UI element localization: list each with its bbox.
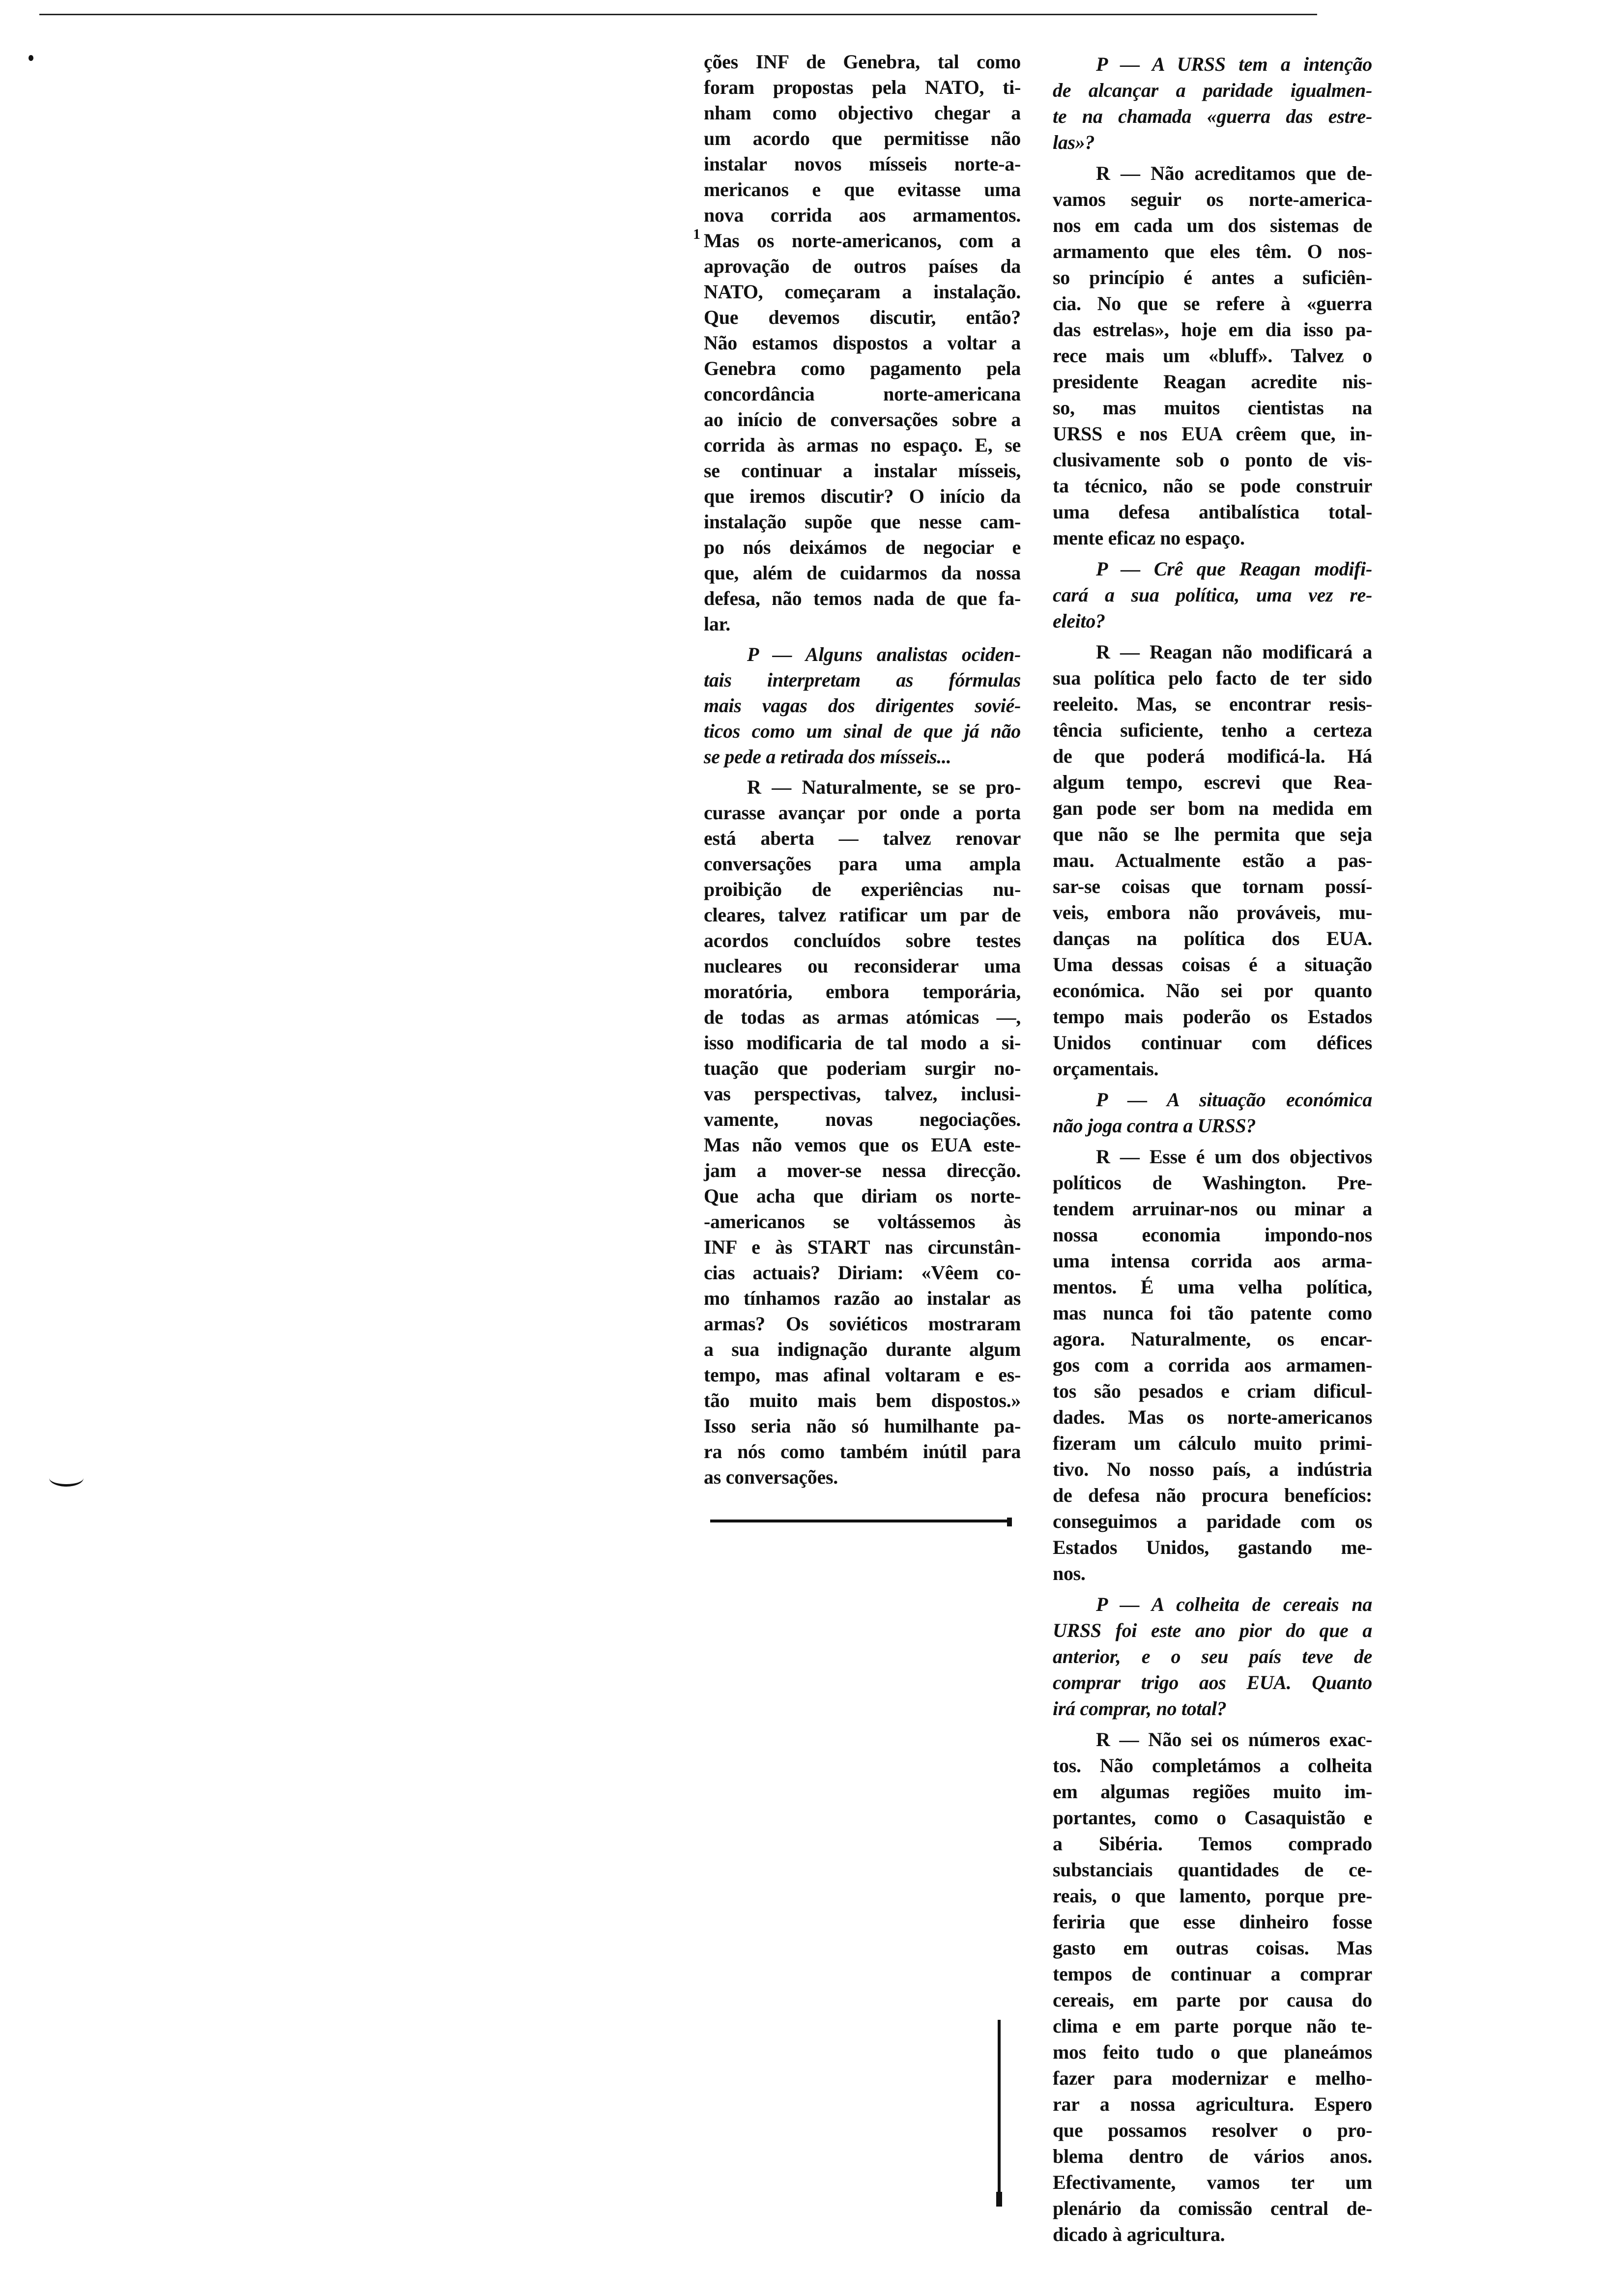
text-line: instalação supõe que nesse cam- <box>704 511 1021 533</box>
text-line: tivo. No nosso país, a indústria <box>1053 1458 1372 1480</box>
text-line: URSS e nos EUA crêem que, in- <box>1053 423 1372 445</box>
text-line: R — Reagan não modificará a <box>1096 641 1372 663</box>
text-line: INF e às START nas circunstân- <box>704 1236 1021 1258</box>
text-line: NATO, começaram a instalação. <box>704 281 1021 303</box>
text-line: tempos de continuar a comprar <box>1053 1963 1372 1985</box>
text-line: Que devemos discutir, então? <box>704 306 1021 328</box>
text-line: vamos seguir os norte-america- <box>1053 188 1372 210</box>
text-line: portantes, como o Casaquistão e <box>1053 1807 1372 1829</box>
question-paragraph <box>1053 51 1372 155</box>
text-line: gasto em outras coisas. Mas <box>1053 1937 1372 1959</box>
text-line: R — Não sei os números exac- <box>1096 1728 1372 1751</box>
text-line: foram propostas pela NATO, ti- <box>704 76 1021 98</box>
text-line: armamento que eles têm. O nos- <box>1053 240 1372 262</box>
text-line: anterior, e o seu país teve de <box>1053 1645 1372 1667</box>
text-line: P — Crê que Reagan modifi- <box>1096 558 1372 580</box>
text-line: mentos. É uma velha política, <box>1053 1276 1372 1298</box>
text-line: fazer para modernizar e melho- <box>1053 2067 1372 2089</box>
text-line: URSS foi este ano pior do que a <box>1053 1619 1372 1641</box>
text-line: de todas as armas atómicas —, <box>704 1006 1021 1028</box>
column-divider-bar <box>998 2020 1001 2207</box>
text-line: tempo, mas afinal voltaram e es- <box>704 1364 1021 1386</box>
text-line: ções INF de Genebra, tal como <box>704 51 1021 73</box>
text-line: nossa economia impondo-nos <box>1053 1224 1372 1246</box>
scan-speck <box>29 55 33 61</box>
text-line: nova corrida aos armamentos. <box>704 204 1021 226</box>
margin-mark: 1 <box>693 226 700 242</box>
text-line: P — A URSS tem a intenção <box>1096 53 1372 75</box>
text-line: cará a sua política, uma vez re- <box>1053 584 1372 606</box>
text-line: ticos como um sinal de que já não <box>704 720 1021 742</box>
text-line: conseguimos a paridade com os <box>1053 1510 1372 1532</box>
text-line: sua política pelo facto de ter sido <box>1053 667 1372 689</box>
text-line: P — A colheita de cereais na <box>1096 1593 1372 1615</box>
text-line: está aberta — talvez renovar <box>704 827 1021 849</box>
text-line: tos. Não completámos a colheita <box>1053 1754 1372 1777</box>
answer-paragraph <box>704 49 1021 637</box>
text-line: a sua indignação durante algum <box>704 1338 1021 1360</box>
text-line: orçamentais. <box>1053 1058 1159 1080</box>
text-line: Que acha que diriam os norte- <box>704 1185 1021 1207</box>
text-line: não joga contra a URSS? <box>1053 1115 1256 1137</box>
scan-mark <box>49 1469 84 1487</box>
text-line: vamente, novas negociações. <box>704 1108 1021 1130</box>
text-line: que não se lhe permita que seja <box>1053 823 1372 845</box>
text-line: eleito? <box>1053 610 1105 632</box>
text-line: defesa, não temos nada de que fa- <box>704 587 1021 609</box>
text-line: clima e em parte porque não te- <box>1053 2015 1372 2037</box>
text-line: se continuar a instalar mísseis, <box>704 459 1021 482</box>
text-line: veis, embora não prováveis, mu- <box>1053 901 1372 923</box>
text-line: uma defesa antibalística total- <box>1053 501 1372 523</box>
text-line: Uma dessas coisas é a situação <box>1053 953 1372 976</box>
text-line: de defesa não procura benefícios: <box>1053 1484 1372 1506</box>
text-line: Mas os norte-americanos, com a <box>704 230 1021 252</box>
text-line: rar a nossa agricultura. Espero <box>1053 2093 1372 2115</box>
text-line: de alcançar a paridade igualmen- <box>1053 79 1372 101</box>
text-line: R — Naturalmente, se se pro- <box>747 776 1021 798</box>
answer-paragraph <box>1053 639 1372 1082</box>
text-line: reeleito. Mas, se encontrar resis- <box>1053 693 1372 715</box>
text-line: gan pode ser bom na medida em <box>1053 797 1372 819</box>
text-line: te na chamada «guerra das estre- <box>1053 105 1372 127</box>
text-line: gos com a corrida aos armamen- <box>1053 1354 1372 1376</box>
text-line: lar. <box>704 613 730 635</box>
text-line: dades. Mas os norte-americanos <box>1053 1406 1372 1428</box>
text-line: mo tínhamos razão ao instalar as <box>704 1287 1021 1309</box>
text-line: concordância norte-americana <box>704 383 1021 405</box>
text-line: que, além de cuidarmos da nossa <box>704 562 1021 584</box>
text-line: uma intensa corrida aos arma- <box>1053 1250 1372 1272</box>
text-line: nos. <box>1053 1562 1086 1584</box>
top-rule <box>39 14 1317 15</box>
text-line: económica. Não sei por quanto <box>1053 979 1372 1002</box>
text-line: tendem arruinar-nos ou minar a <box>1053 1198 1372 1220</box>
text-line: jam a mover-se nessa direcção. <box>704 1159 1021 1181</box>
text-line: po nós deixámos de negociar e <box>704 536 1021 558</box>
text-line: ra nós como também inútil para <box>704 1440 1021 1463</box>
text-line: Efectivamente, vamos ter um <box>1053 2171 1372 2193</box>
text-line: so, mas muitos cientistas na <box>1053 397 1372 419</box>
text-line: nham como objectivo chegar a <box>704 102 1021 124</box>
text-line: cereais, em parte por causa do <box>1053 1989 1372 2011</box>
text-line: mericanos e que evitasse uma <box>704 178 1021 201</box>
text-line: substanciais quantidades de ce- <box>1053 1859 1372 1881</box>
text-line: das estrelas», hoje em dia isso pa- <box>1053 318 1372 341</box>
text-line: conversações para uma ampla <box>704 853 1021 875</box>
text-line: curasse avançar por onde a porta <box>704 802 1021 824</box>
text-line: dicado à agricultura. <box>1053 2223 1225 2245</box>
question-paragraph <box>704 642 1021 770</box>
text-line: sar-se coisas que tornam possí- <box>1053 875 1372 897</box>
text-line: cleares, talvez ratificar um par de <box>704 904 1021 926</box>
text-line: algum tempo, escrevi que Rea- <box>1053 771 1372 793</box>
text-line: moratória, embora temporária, <box>704 980 1021 1003</box>
text-line: -americanos se voltássemos às <box>704 1210 1021 1233</box>
text-line: mente eficaz no espaço. <box>1053 527 1245 549</box>
article-column-left <box>704 49 1021 1495</box>
text-line: em algumas regiões muito im- <box>1053 1780 1372 1803</box>
text-line: as conversações. <box>704 1466 838 1488</box>
text-line: danças na política dos EUA. <box>1053 927 1372 949</box>
answer-paragraph <box>1053 1144 1372 1586</box>
text-line: las»? <box>1053 131 1095 153</box>
question-paragraph <box>1053 1087 1372 1139</box>
text-line: mau. Actualmente estão a pas- <box>1053 849 1372 871</box>
answer-paragraph <box>704 775 1021 1490</box>
text-line: rece mais um «bluff». Talvez o <box>1053 344 1372 367</box>
column-end-rule <box>710 1520 1010 1522</box>
text-line: R — Esse é um dos objectivos <box>1096 1146 1372 1168</box>
text-line: feriria que esse dinheiro fosse <box>1053 1911 1372 1933</box>
text-line: que iremos discutir? O início da <box>704 485 1021 507</box>
text-line: isso modificaria de tal modo a si- <box>704 1032 1021 1054</box>
text-line: irá comprar, no total? <box>1053 1697 1227 1720</box>
question-paragraph <box>1053 1591 1372 1722</box>
text-line: tais interpretam as fórmulas <box>704 669 1021 691</box>
text-line: mais vagas dos dirigentes sovié- <box>704 694 1021 717</box>
text-line: nucleares ou reconsiderar uma <box>704 955 1021 977</box>
text-line: comprar trigo aos EUA. Quanto <box>1053 1671 1372 1693</box>
text-line: tos são pesados e criam dificul- <box>1053 1380 1372 1402</box>
text-line: tão muito mais bem dispostos.» <box>704 1389 1021 1411</box>
text-line: vas perspectivas, talvez, inclusi- <box>704 1083 1021 1105</box>
text-line: presidente Reagan acredite nis- <box>1053 371 1372 393</box>
text-line: um acordo que permitisse não <box>704 127 1021 149</box>
text-line: fizeram um cálculo muito primi- <box>1053 1432 1372 1454</box>
text-line: P — A situação económica <box>1096 1089 1372 1111</box>
text-line: ta técnico, não se pode construir <box>1053 475 1372 497</box>
text-line: P — Alguns analistas ociden- <box>747 643 1021 665</box>
question-paragraph <box>1053 556 1372 634</box>
text-line: R — Não acreditamos que de- <box>1096 162 1372 184</box>
text-line: de que poderá modificá-la. Há <box>1053 745 1372 767</box>
text-line: so princípio é antes a suficiên- <box>1053 266 1372 288</box>
text-line: Isso seria não só humilhante pa- <box>704 1415 1021 1437</box>
text-line: Unidos continuar com défices <box>1053 1032 1372 1054</box>
text-line: a Sibéria. Temos comprado <box>1053 1833 1372 1855</box>
text-line: Genebra como pagamento pela <box>704 357 1021 379</box>
text-line: acordos concluídos sobre testes <box>704 929 1021 951</box>
text-line: agora. Naturalmente, os encar- <box>1053 1328 1372 1350</box>
text-line: mos feito tudo o que planeámos <box>1053 2041 1372 2063</box>
text-line: cias actuais? Diriam: «Vêem co- <box>704 1262 1021 1284</box>
text-line: corrida às armas no espaço. E, se <box>704 434 1021 456</box>
text-line: nos em cada um dos sistemas de <box>1053 214 1372 236</box>
text-line: tempo mais poderão os Estados <box>1053 1005 1372 1028</box>
text-line: instalar novos mísseis norte-a- <box>704 153 1021 175</box>
text-line: políticos de Washington. Pre- <box>1053 1172 1372 1194</box>
text-line: blema dentro de vários anos. <box>1053 2145 1372 2167</box>
answer-paragraph <box>1053 1726 1372 2247</box>
article-column-right <box>1053 51 1372 2252</box>
text-line: Estados Unidos, gastando me- <box>1053 1536 1372 1558</box>
answer-paragraph <box>1053 160 1372 551</box>
text-line: se pede a retirada dos mísseis... <box>704 746 951 768</box>
text-line: tência suficiente, tenho a certeza <box>1053 719 1372 741</box>
text-line: clusivamente sob o ponto de vis- <box>1053 449 1372 471</box>
text-line: aprovação de outros países da <box>704 255 1021 277</box>
text-line: tuação que poderiam surgir no- <box>704 1057 1021 1079</box>
text-line: Mas não vemos que os EUA este- <box>704 1134 1021 1156</box>
text-line: Não estamos dispostos a voltar a <box>704 332 1021 354</box>
text-line: reais, o que lamento, porque pre- <box>1053 1885 1372 1907</box>
text-line: mas nunca foi tão patente como <box>1053 1302 1372 1324</box>
text-line: armas? Os soviéticos mostraram <box>704 1313 1021 1335</box>
text-line: que possamos resolver o pro- <box>1053 2119 1372 2141</box>
text-line: plenário da comissão central de- <box>1053 2197 1372 2219</box>
text-line: proibição de experiências nu- <box>704 878 1021 900</box>
text-line: ao início de conversações sobre a <box>704 408 1021 430</box>
text-line: cia. No que se refere à «guerra <box>1053 292 1372 315</box>
